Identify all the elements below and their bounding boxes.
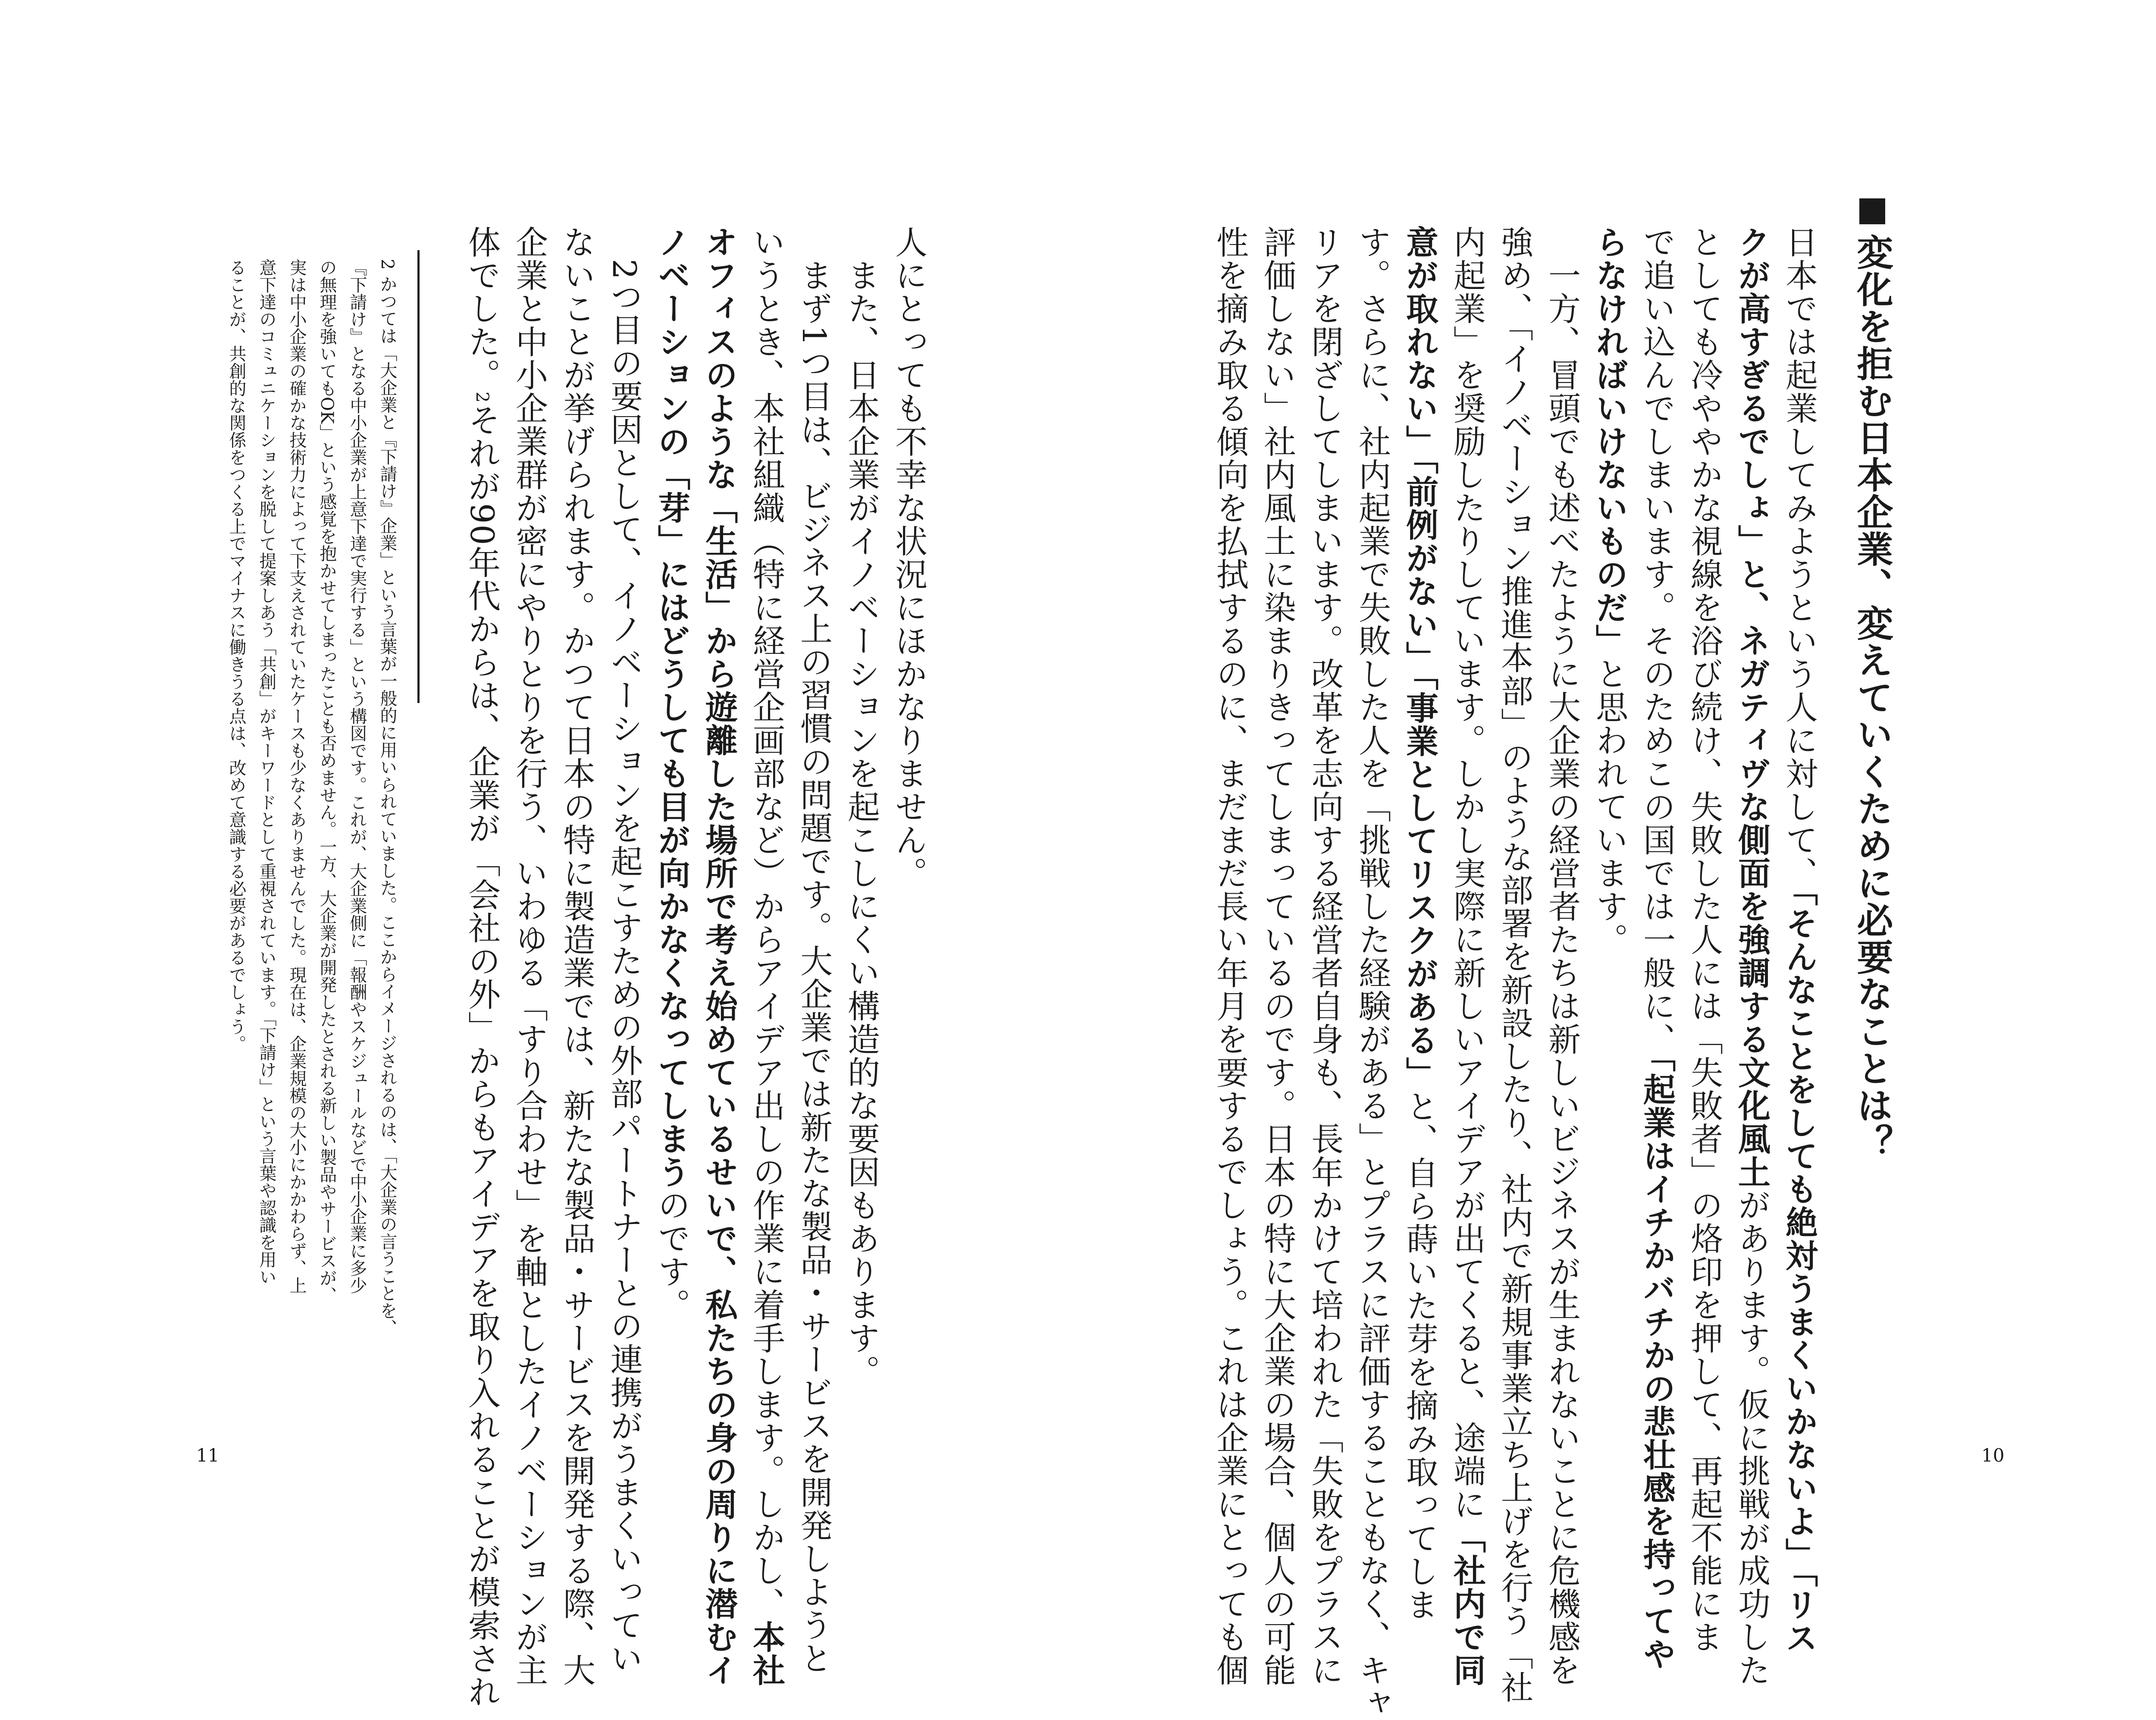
- text-run: いうとき、本社組織（特に経営企画部など）からアイデア出しの作業に着手します。しかし、: [748, 226, 786, 1620]
- footnote-line: 『下請け』となる中小企業が上意下達で実行する」という構図です。これが、大企業側に「報酬やスケジュールなどで中小企業に多少: [347, 259, 367, 1294]
- text-run: としても冷ややかな視線を浴び続け、失敗した人には「失敗者」の烙印を押して、再起不能にま: [1686, 226, 1724, 1654]
- footnote-divider: [417, 250, 420, 703]
- page-number-left: 11: [196, 1445, 219, 1466]
- section-heading: [1851, 198, 1893, 1161]
- text-run: 日本では起業してみようという人に対して、: [1780, 226, 1818, 890]
- text-column: [795, 226, 833, 1675]
- text-run: 評価しない」社内風土に染まりきってしまっているのです。日本の特に大企業の場合、個人の可能: [1259, 226, 1297, 1687]
- text-column: [1211, 226, 1249, 1687]
- footnote-line: の無理を強いてもOK」という感覚を抱かせてしまったことも否めません。一方、大企業が開発したとされる新しい製品やサービスが、: [317, 259, 337, 1304]
- bold-text: 意が取れない」「前例がない」「事業としてリスクがある」: [1401, 226, 1439, 1090]
- text-run: まず1つ目は、ビジネス上の習慣の問題です。大企業では新たな製品・サービスを開発しようと: [795, 226, 833, 1675]
- text-run: 強め、「イノベーション推進本部」のような部署を新設したり、社内で新規事業立ち上げを行う「社: [1496, 226, 1534, 1704]
- text-column: [1591, 226, 1629, 956]
- text-run: 人にとっても不幸な状況にほかなりません。: [890, 226, 928, 890]
- text-run: 性を摘み取る傾向を払拭するのに、まだまだ長い年月を要するでしょう。これは企業にとっても個: [1211, 226, 1249, 1687]
- heading-square-marker: [1859, 198, 1885, 224]
- heading-text: 変化を拒む日本企業、変えていくために必要なことは？: [1851, 234, 1893, 1161]
- text-column: [1448, 226, 1486, 1687]
- text-column: [605, 226, 643, 1675]
- page-number-right: 10: [1981, 1445, 2005, 1466]
- text-column: [700, 226, 738, 1687]
- text-run: のです。: [653, 1189, 691, 1321]
- text-column: [1638, 226, 1676, 1671]
- text-run: 企業と中小企業群が密にやりとりを行う、いわゆる「すり合わせ」を軸としたイノベーションが主: [511, 226, 548, 1687]
- text-column: [843, 226, 881, 1388]
- bold-text: らなければいけないものだ」: [1591, 226, 1629, 657]
- text-column: [653, 226, 691, 1321]
- text-column: [511, 226, 548, 1687]
- text-column: [1686, 226, 1724, 1654]
- text-run: で追い込んでしまいます。そのためこの国では一般に、: [1638, 226, 1676, 1056]
- bold-text: 「社内で同: [1448, 1521, 1486, 1687]
- bold-text: 「そんなことをしても絶対うまくいかないよ」「リス: [1780, 890, 1818, 1654]
- bold-text: クが高すぎるでしょ」と、ネガティヴな側面を強調する文化風土: [1733, 226, 1771, 1189]
- text-run: 体でした。: [463, 226, 501, 392]
- text-run: す。さらに、社内起業で失敗した人を「挑戦した経験がある」とプラスに評価することもなく、キャ: [1354, 226, 1391, 1720]
- text-run: と思われています。: [1591, 657, 1629, 956]
- text-column: [463, 226, 501, 1708]
- text-column: [890, 226, 928, 890]
- text-column: [748, 226, 786, 1687]
- footnote-line: ることが、共創的な関係をつくる上でマイナスに働きうる点は、改めて意識する必要があるでしょう。: [226, 259, 246, 1052]
- text-run: ないことが挙げられます。かつて日本の特に製造業では、新たな製品・サービスを開発する際、大: [558, 226, 596, 1687]
- text-column: [1401, 226, 1439, 1621]
- footnote-line: 2 かつては「大企業と『下請け』企業」という言葉が一般的に用いられていました。ここからイメージされるのは、「大企業の言うことを、: [377, 259, 397, 1337]
- footnote-ref: 2: [472, 392, 492, 404]
- text-column: [1496, 226, 1534, 1704]
- text-column: [1306, 226, 1344, 1687]
- text-run: と、自ら蒔いた芽を摘み取ってしま: [1401, 1090, 1439, 1621]
- text-run: また、日本企業がイノベーションを起こしにくい構造的な要因もあります。: [843, 226, 881, 1388]
- text-column: [1780, 226, 1818, 1654]
- text-run: それが90年代からは、企業が「会社の外」からもアイデアを取り入れることが模索され: [463, 403, 501, 1708]
- text-column: [558, 226, 596, 1687]
- text-run: 2つ目の要因として、イノベーションを起こすための外部パートナーとの連携がうまくいってい: [605, 226, 643, 1675]
- bold-text: ノベーションの「芽」にはどうしても目が向かなくなってしまう: [653, 226, 691, 1189]
- bold-text: 本社: [748, 1620, 786, 1687]
- bold-text: 「起業はイチかバチかの悲壮感を持ってや: [1638, 1056, 1676, 1671]
- footnote-line: 実は中小企業の確かな技術力によって下支えされていたケースも少なくありませんでした。現在は、企業規模の大小にかかわらず、上: [287, 259, 307, 1294]
- text-column: [1733, 226, 1771, 1687]
- text-run: リアを閉ざしてしまいます。改革を志向する経営者自身も、長年かけて培われた「失敗をプラスに: [1306, 226, 1344, 1687]
- bold-text: オフィスのような「生活」から遊離した場所で考え始めているせいで、私たちの身の周りに潜むイ: [700, 226, 738, 1687]
- text-column: [1543, 226, 1581, 1687]
- text-column: [1259, 226, 1297, 1687]
- text-run: があります。仮に挑戦が成功した: [1733, 1189, 1771, 1687]
- text-run: 内起業」を奨励したりしています。しかし実際に新しいアイデアが出てくると、途端に: [1448, 226, 1486, 1521]
- text-column: [1354, 226, 1391, 1720]
- footnote-line: 意下達のコミュニケーションを脱して提案しあう「共創」がキーワードとして重視されています。「下請け」という言葉や認識を用い: [257, 259, 276, 1285]
- text-run: 一方、冒頭でも述べたように大企業の経営者たちは新しいビジネスが生まれないことに危機感を: [1543, 226, 1581, 1687]
